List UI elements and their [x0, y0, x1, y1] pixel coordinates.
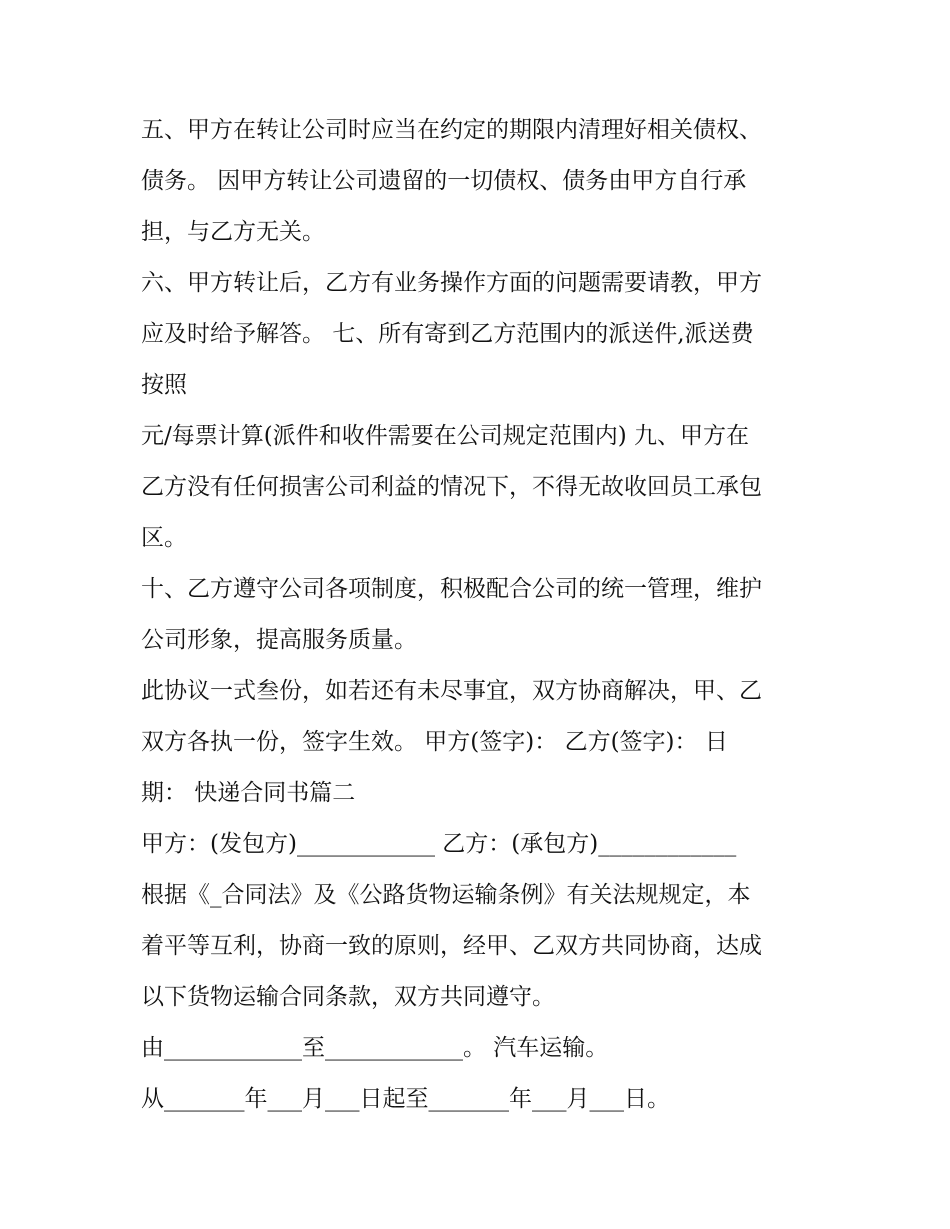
legal-basis-line-3: 以下货物运输合同条款，双方共同遵守。: [141, 984, 555, 1010]
date-and-section-title-line: 期： 快递合同书篇二: [141, 780, 356, 806]
clause-nine-line-1: 乙方没有任何损害公司利益的情况下，不得无故收回员工承包: [141, 474, 762, 500]
agreement-copies-line-1: 此协议一式叁份，如若还有未尽事宜，双方协商解决，甲、乙: [141, 678, 762, 704]
clause-ten-line-1: 十、乙方遵守公司各项制度，积极配合公司的统一管理，维护: [141, 576, 762, 602]
legal-basis-line-1: 根据《_合同法》及《公路货物运输条例》有关法规规定，本: [141, 882, 751, 908]
route-line: 由____________至____________。 汽车运输。: [141, 1035, 609, 1061]
clause-five-line-2: 债务。 因甲方转让公司遗留的一切债权、债务由甲方自行承: [141, 168, 747, 194]
clause-five-line-3: 担，与乙方无关。: [141, 219, 325, 245]
signature-line: 双方各执一份，签字生效。 甲方(签字)： 乙方(签字)： 日: [141, 729, 728, 755]
clause-seven-line-1: 按照: [141, 372, 187, 398]
legal-basis-line-2: 着平等互利，协商一致的原则，经甲、乙双方共同协商，达成: [141, 933, 762, 959]
parties-line: 甲方：(发包方)____________ 乙方：(承包方)____________: [141, 831, 737, 857]
clause-nine-line-2: 区。: [141, 525, 187, 551]
clause-six-line-2: 应及时给予解答。 七、所有寄到乙方范围内的派送件,派送费: [141, 321, 754, 347]
clause-six-line-1: 六、甲方转让后，乙方有业务操作方面的问题需要请教，甲方: [141, 270, 762, 296]
clause-ten-line-2: 公司形象，提高服务质量。: [141, 627, 417, 653]
term-dates-line: 从_______年___月___日起至_______年___月___日。: [141, 1086, 670, 1112]
clause-five-line-1: 五、甲方在转让公司时应当在约定的期限内清理好相关债权、: [141, 117, 762, 143]
document-body: [141, 105, 821, 1125]
clause-seven-line-2: 元/每票计算(派件和收件需要在公司规定范围内) 九、甲方在: [141, 423, 750, 449]
